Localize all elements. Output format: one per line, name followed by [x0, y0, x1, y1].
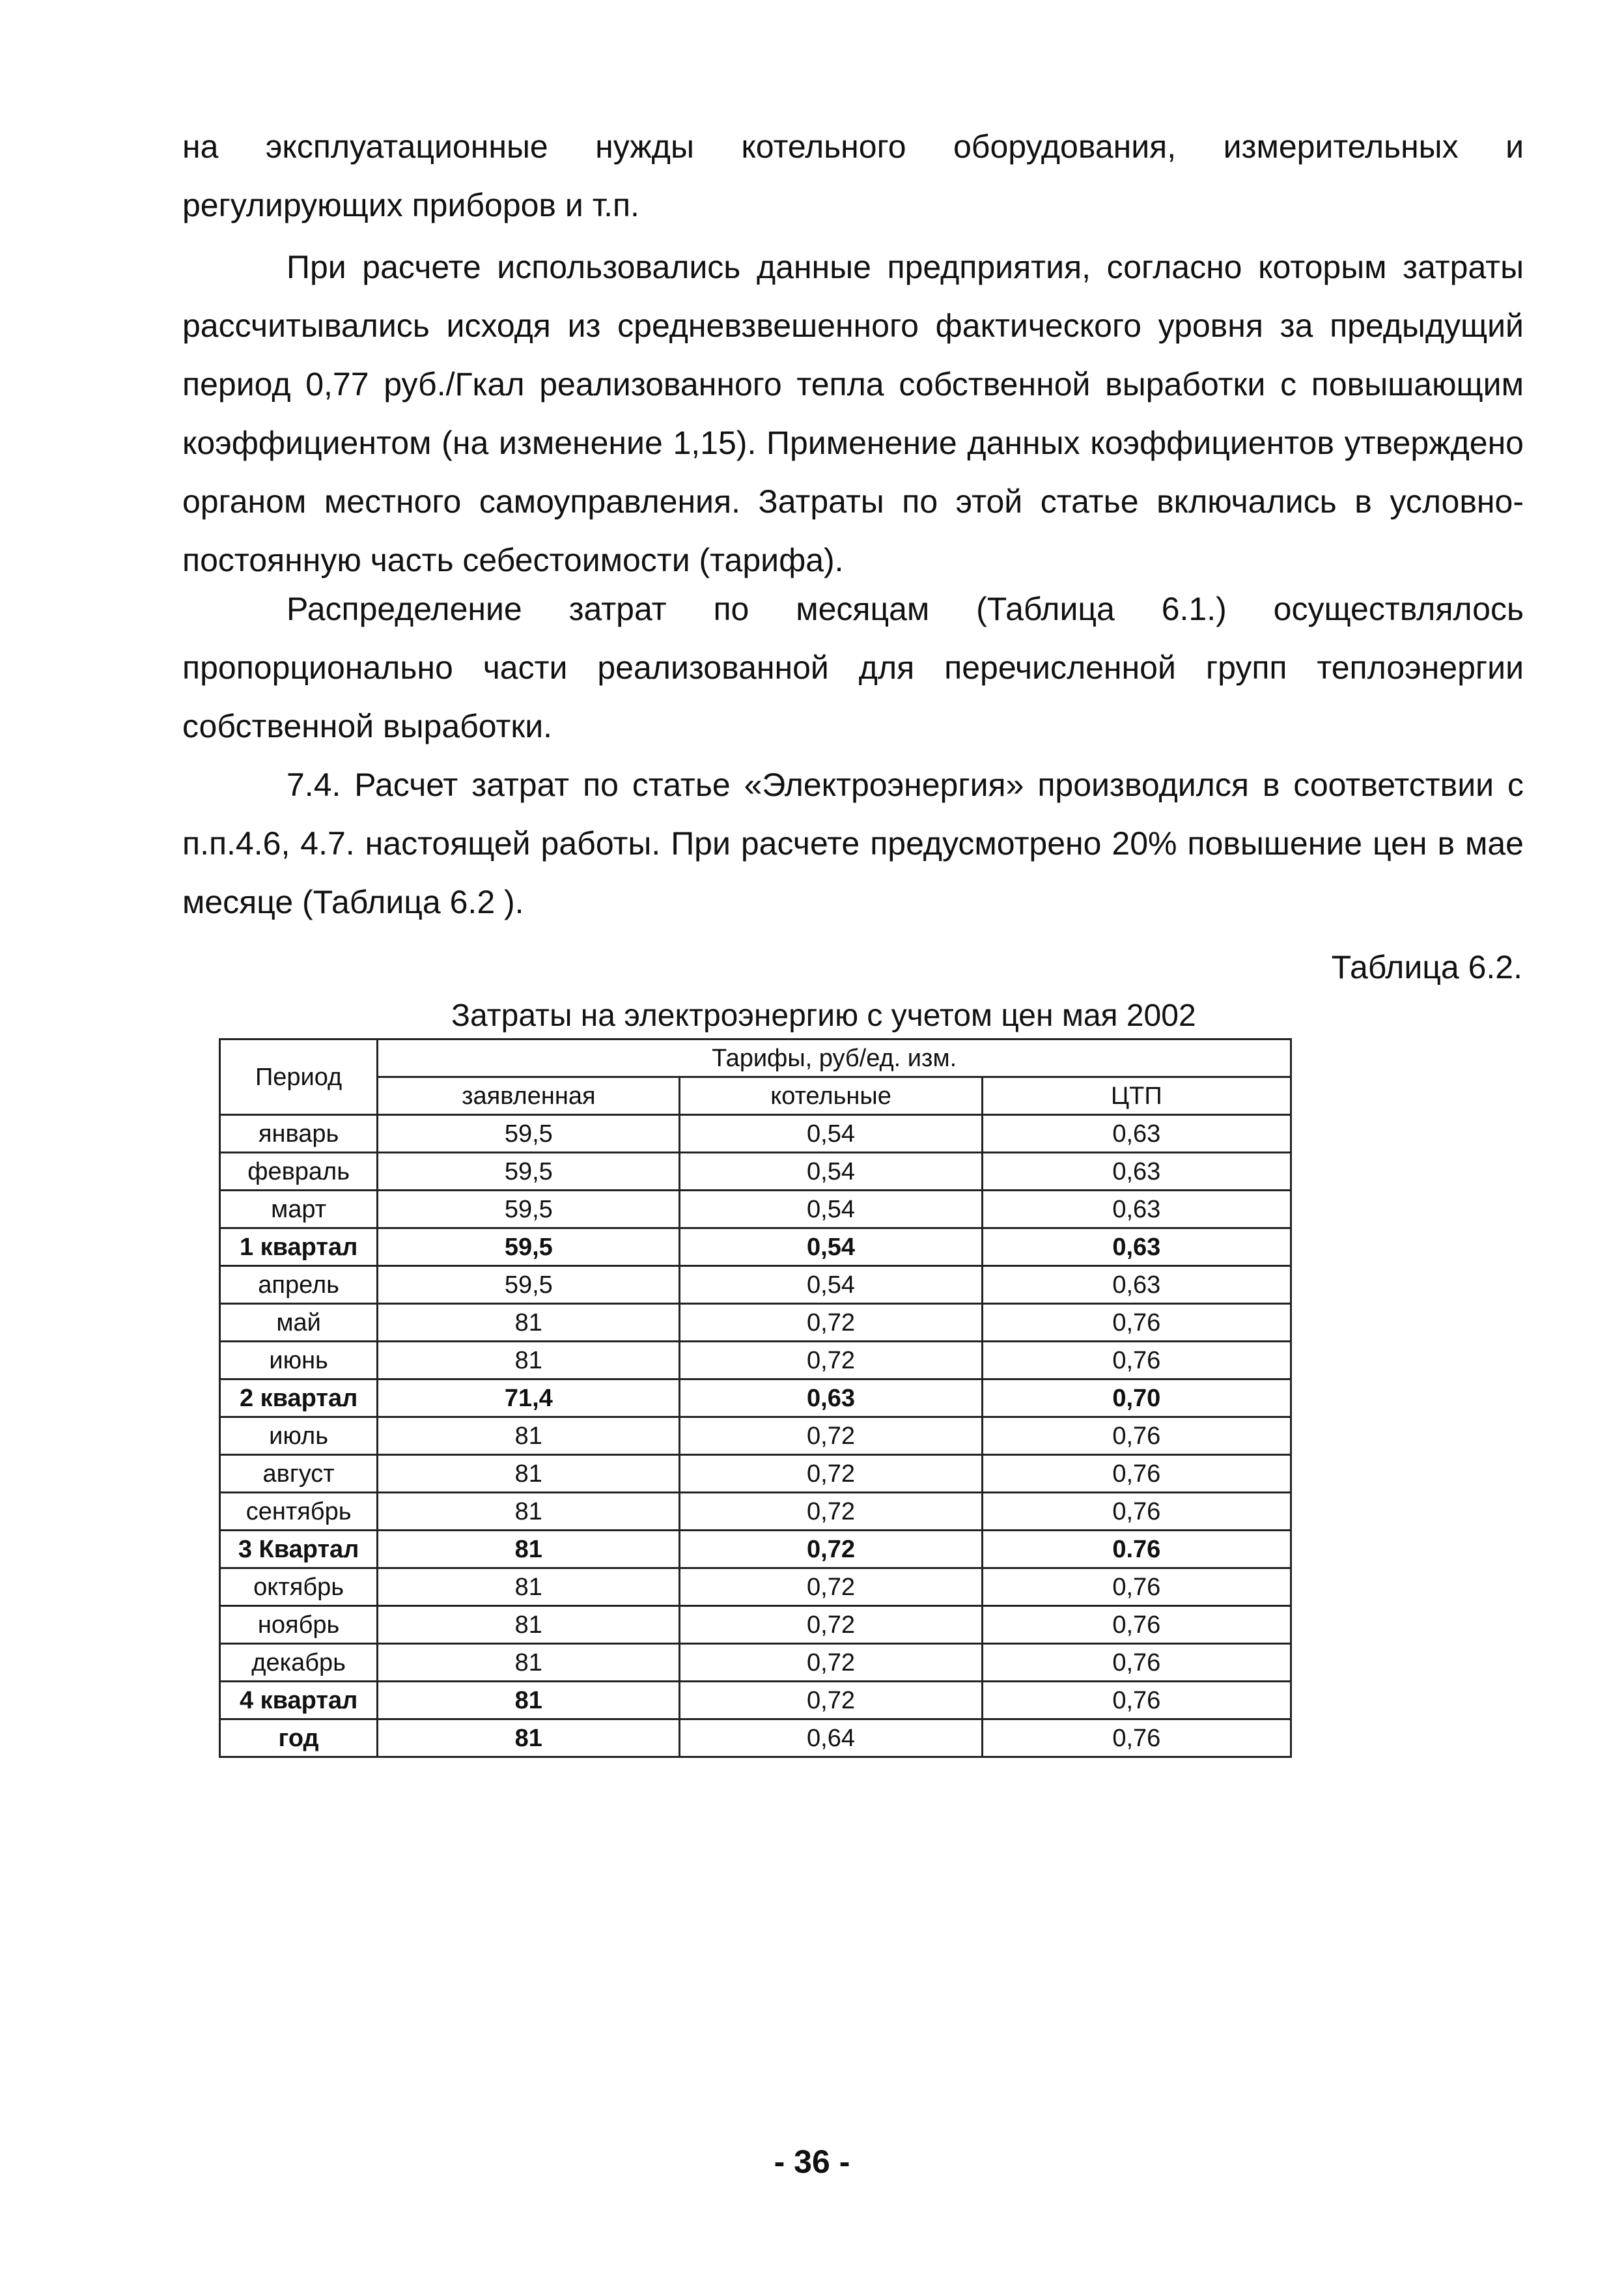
cell-declared: 81	[378, 1342, 680, 1379]
table-row	[220, 1455, 1291, 1493]
header-period: Период	[220, 1039, 378, 1115]
cell-declared: 81	[378, 1644, 680, 1682]
cell-declared: 81	[378, 1304, 680, 1342]
cell-period: 3 Квартал	[220, 1531, 378, 1568]
cell-period: июнь	[220, 1342, 378, 1379]
cell-declared: 71,4	[378, 1379, 680, 1417]
cell-boilers: 0,72	[680, 1531, 982, 1568]
cell-boilers: 0,54	[680, 1266, 982, 1304]
cell-period: сентябрь	[220, 1493, 378, 1531]
cell-declared: 81	[378, 1682, 680, 1719]
cell-boilers: 0,72	[680, 1568, 982, 1606]
page-number: - 36 -	[774, 2143, 850, 2180]
cell-boilers: 0,72	[680, 1417, 982, 1455]
cell-declared: 81	[378, 1719, 680, 1757]
table-row	[220, 1304, 1291, 1342]
paragraph-1: на эксплуатационные нужды котельного оборудования, измерительных и регулирующих приборов и т.п.	[182, 128, 1524, 223]
cell-ctp: 0,76	[982, 1417, 1291, 1455]
cell-declared: 81	[378, 1606, 680, 1644]
cell-period: март	[220, 1191, 378, 1228]
cell-boilers: 0,72	[680, 1682, 982, 1719]
table-row	[220, 1379, 1291, 1417]
cell-period: 1 квартал	[220, 1228, 378, 1266]
cell-period: апрель	[220, 1266, 378, 1304]
cell-period: май	[220, 1304, 378, 1342]
cell-boilers: 0,54	[680, 1115, 982, 1153]
table-row	[220, 1531, 1291, 1568]
cell-period: июль	[220, 1417, 378, 1455]
cell-declared: 59,5	[378, 1153, 680, 1191]
table-row	[220, 1493, 1291, 1531]
cell-period: 4 квартал	[220, 1682, 378, 1719]
cell-ctp: 0,76	[982, 1304, 1291, 1342]
cell-boilers: 0,72	[680, 1455, 982, 1493]
table-row	[220, 1719, 1291, 1757]
cell-declared: 59,5	[378, 1228, 680, 1266]
cell-ctp: 0,76	[982, 1342, 1291, 1379]
header-tariffs-group: Тарифы, руб/ед. изм.	[378, 1039, 1291, 1077]
header-boilers: котельные	[680, 1077, 982, 1115]
cell-ctp: 0,76	[982, 1644, 1291, 1682]
header-declared: заявленная	[378, 1077, 680, 1115]
cell-boilers: 0,72	[680, 1493, 982, 1531]
cell-boilers: 0,72	[680, 1644, 982, 1682]
cell-ctp: 0.76	[982, 1531, 1291, 1568]
paragraph-2: При расчете использовались данные предприятия, согласно которым затраты рассчитывались исходя из средневзвешенного фактического уровня за предыдущий период 0,77 руб./Гкал реализованного тепла собственной выработки с повышающим коэффициентом (на изменение 1,15). Применение данных коэффициентов утверждено органом местного самоуправления. Затраты по этой статье включались в условно-постоянную часть себестоимости (тарифа).	[182, 249, 1524, 578]
table-row	[220, 1644, 1291, 1682]
cell-period: октябрь	[220, 1568, 378, 1606]
cell-declared: 81	[378, 1568, 680, 1606]
cell-ctp: 0,63	[982, 1228, 1291, 1266]
cell-ctp: 0,63	[982, 1266, 1291, 1304]
cell-ctp: 0,63	[982, 1153, 1291, 1191]
cell-declared: 59,5	[378, 1115, 680, 1153]
cell-ctp: 0,76	[982, 1682, 1291, 1719]
cell-declared: 81	[378, 1531, 680, 1568]
cell-boilers: 0,72	[680, 1342, 982, 1379]
cell-declared: 81	[378, 1493, 680, 1531]
cell-boilers: 0,64	[680, 1719, 982, 1757]
cell-ctp: 0,70	[982, 1379, 1291, 1417]
cell-period: год	[220, 1719, 378, 1757]
table-row	[220, 1191, 1291, 1228]
table-header-row	[220, 1039, 1291, 1077]
paragraph-4: 7.4. Расчет затрат по статье «Электроэнергия» производился в соответствии с п.п.4.6, 4.7. настоящей работы. При расчете предусмотрено 20% повышение цен в мае месяце (Таблица 6.2 ).	[182, 767, 1524, 920]
cell-period: август	[220, 1455, 378, 1493]
cell-period: ноябрь	[220, 1606, 378, 1644]
table-caption: Таблица 6.2.	[1331, 949, 1522, 985]
cell-boilers: 0,54	[680, 1153, 982, 1191]
cell-period: февраль	[220, 1153, 378, 1191]
table-row	[220, 1153, 1291, 1191]
table-row	[220, 1606, 1291, 1644]
cell-ctp: 0,76	[982, 1568, 1291, 1606]
cell-ctp: 0,63	[982, 1115, 1291, 1153]
table-body	[220, 1115, 1291, 1757]
table-subheader-row	[220, 1077, 1291, 1115]
cell-period: январь	[220, 1115, 378, 1153]
cell-period: декабрь	[220, 1644, 378, 1682]
cell-declared: 59,5	[378, 1191, 680, 1228]
cell-declared: 59,5	[378, 1266, 680, 1304]
cell-boilers: 0,54	[680, 1228, 982, 1266]
cell-ctp: 0,63	[982, 1191, 1291, 1228]
cell-declared: 81	[378, 1417, 680, 1455]
table-title: Затраты на электроэнергию с учетом цен мая 2002	[451, 998, 1196, 1033]
cell-ctp: 0,76	[982, 1719, 1291, 1757]
paragraph-3: Распределение затрат по месяцам (Таблица 6.1.) осуществлялось пропорционально части реализованной для перечисленной групп теплоэнергии собственной выработки.	[182, 591, 1524, 744]
cell-ctp: 0,76	[982, 1606, 1291, 1644]
cell-boilers: 0,63	[680, 1379, 982, 1417]
header-ctp: ЦТП	[982, 1077, 1291, 1115]
table-row	[220, 1682, 1291, 1719]
table-row	[220, 1115, 1291, 1153]
cell-ctp: 0,76	[982, 1493, 1291, 1531]
table-row	[220, 1228, 1291, 1266]
cell-boilers: 0,72	[680, 1304, 982, 1342]
table-row	[220, 1417, 1291, 1455]
cell-ctp: 0,76	[982, 1455, 1291, 1493]
cell-declared: 81	[378, 1455, 680, 1493]
cell-period: 2 квартал	[220, 1379, 378, 1417]
table-row	[220, 1342, 1291, 1379]
table-row	[220, 1568, 1291, 1606]
cell-boilers: 0,72	[680, 1606, 982, 1644]
cell-boilers: 0,54	[680, 1191, 982, 1228]
tariffs-table	[219, 1038, 1292, 1758]
table-row	[220, 1266, 1291, 1304]
